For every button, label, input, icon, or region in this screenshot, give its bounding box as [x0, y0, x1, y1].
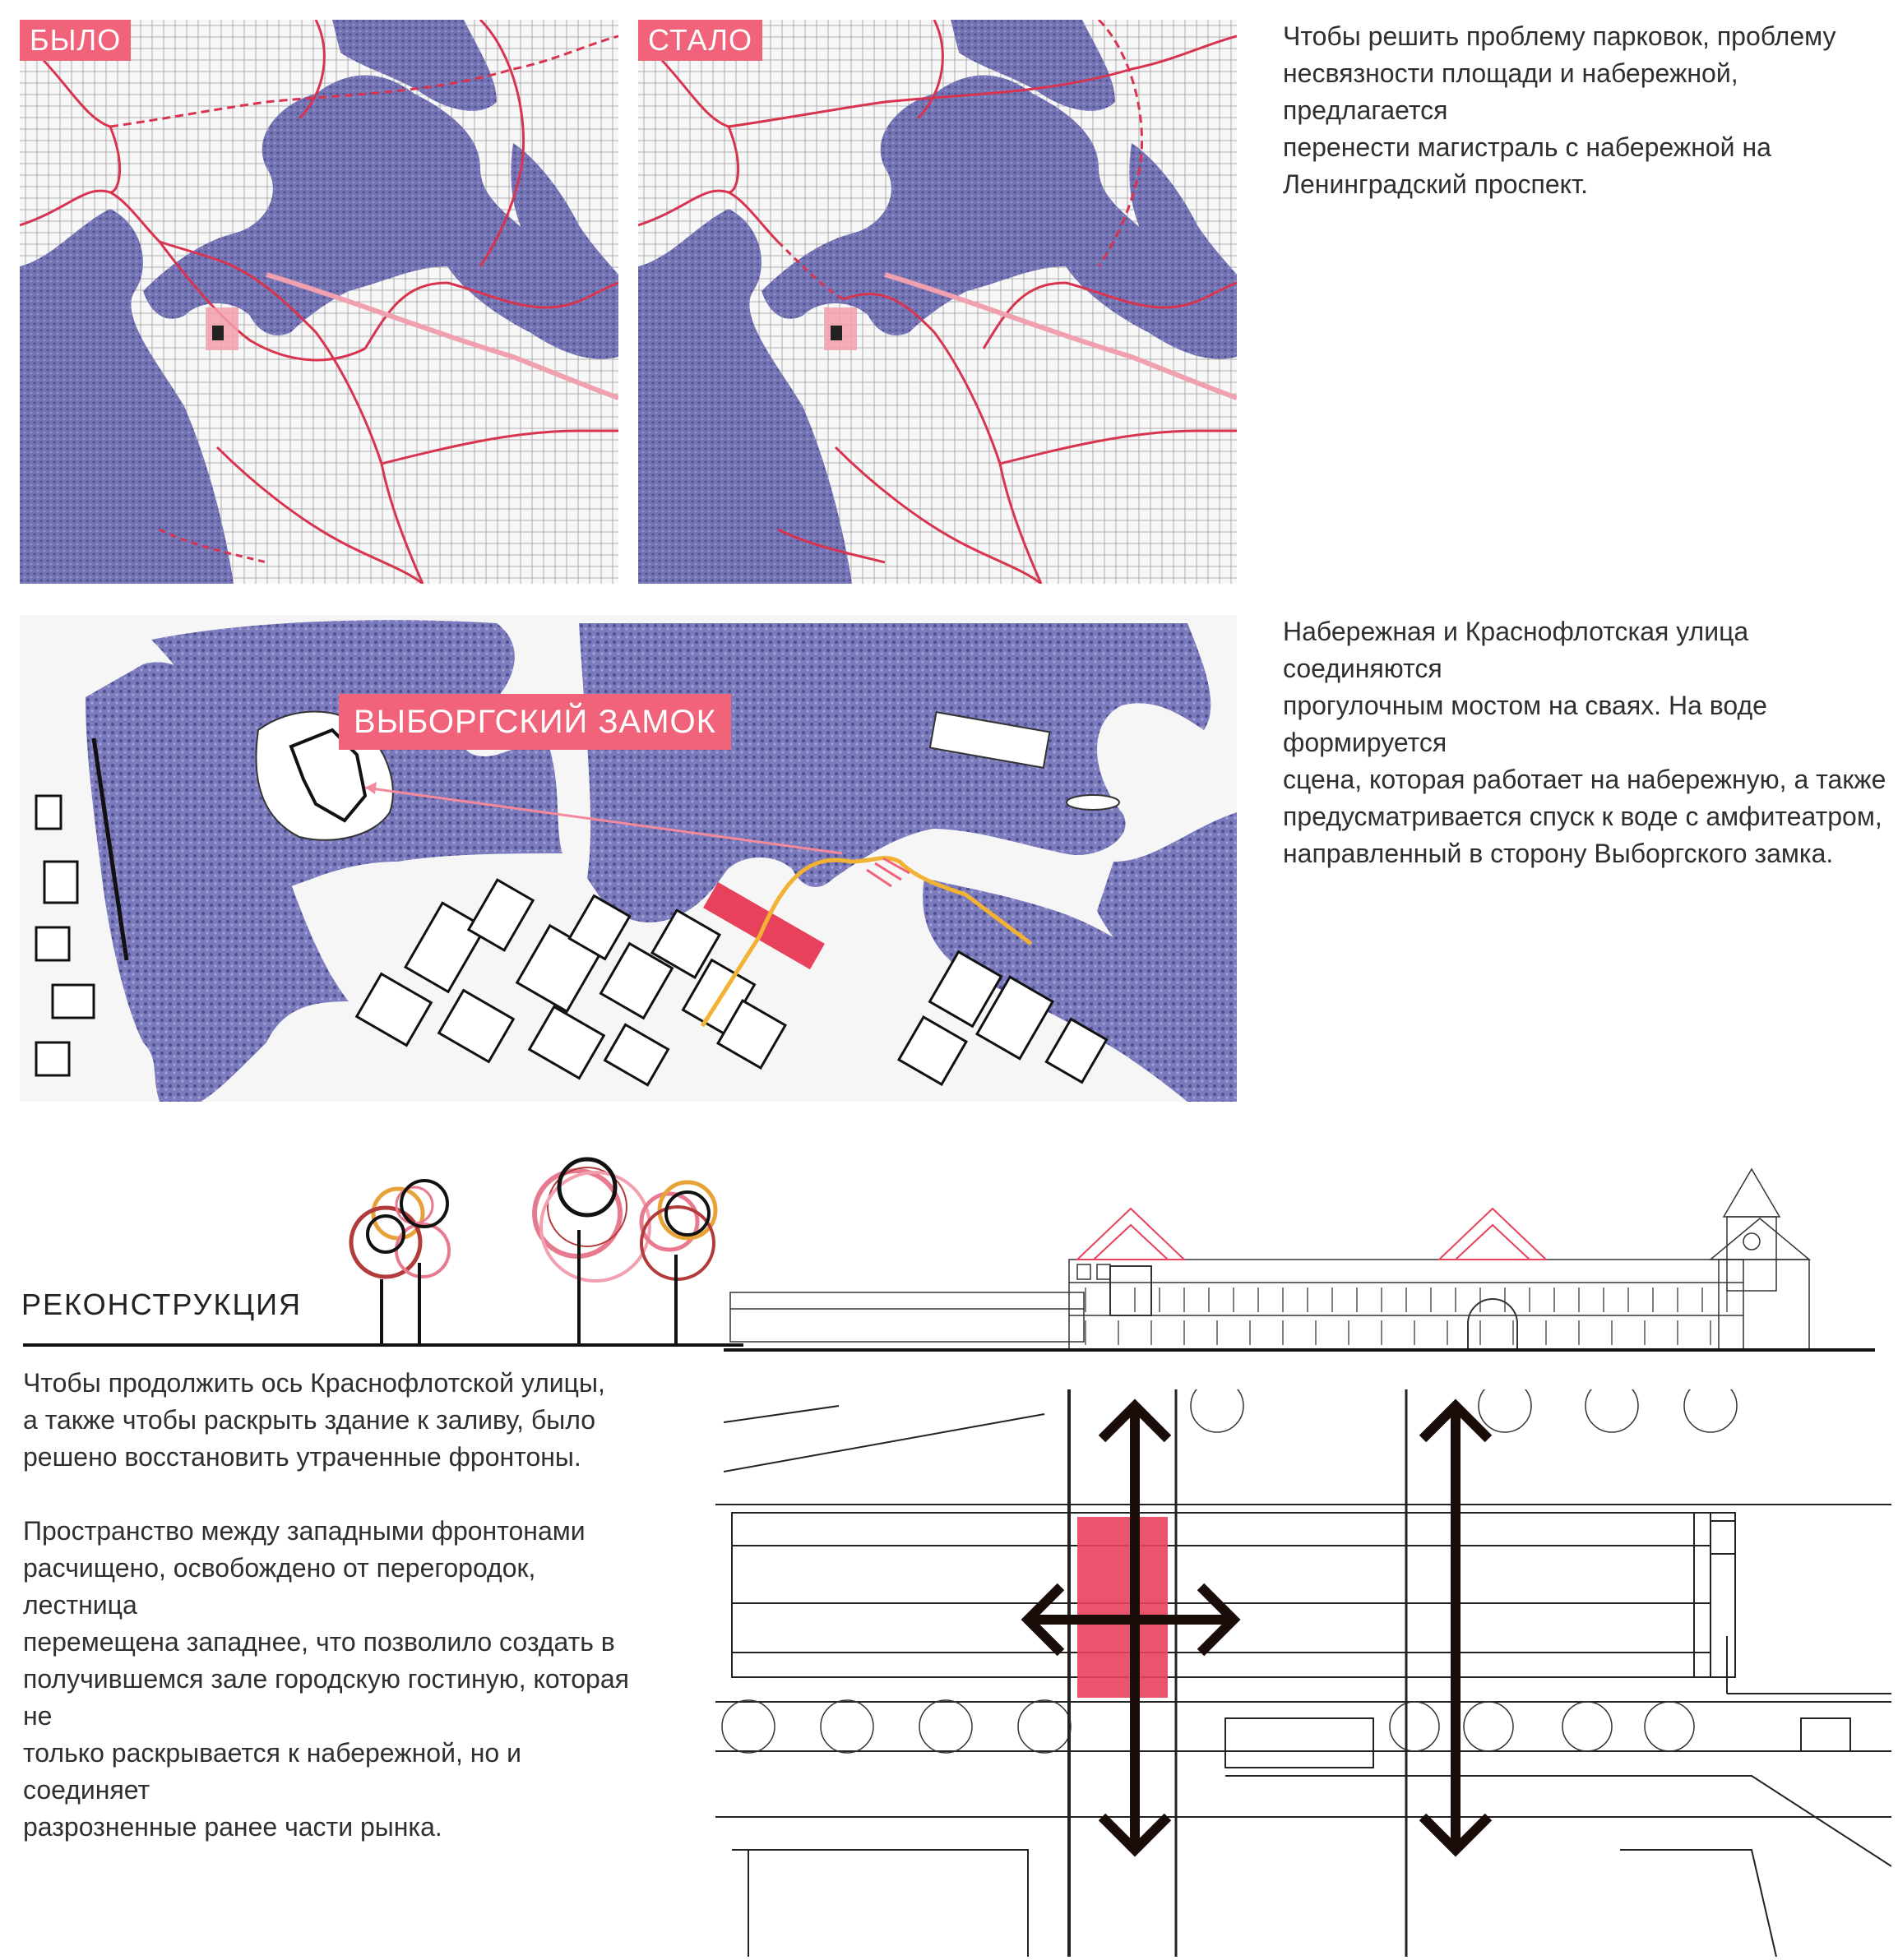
reconstruction-line: расчищено, освобождено от перегородок, лестница [23, 1553, 536, 1620]
description-1 [1283, 18, 1875, 203]
reconstruction-line: перемещена западнее, что позволило создать в [23, 1627, 615, 1657]
reconstruction-line: Пространство между западными фронтонами [23, 1516, 586, 1546]
after-label: СТАЛО [638, 20, 762, 61]
description-2-line: сцена, которая работает на набережную, а также [1283, 765, 1886, 794]
reconstruction-line: разрозненные ранее части рынка. [23, 1812, 442, 1842]
reconstruction-line: получившемся зале городскую гостиную, которая не [23, 1664, 629, 1731]
map-after [638, 20, 1237, 584]
reconstruction-line: Чтобы продолжить ось Краснофлотской улицы, [23, 1368, 605, 1398]
market-facade [724, 1167, 1875, 1381]
map-before-drawing [20, 20, 618, 584]
market-plan [715, 1389, 1891, 1957]
reconstruction-title: РЕКОНСТРУКЦИЯ [21, 1287, 302, 1321]
reconstruction-line: решено восстановить утраченные фронтоны. [23, 1442, 581, 1472]
description-1-line: Чтобы решить проблему парковок, проблему [1283, 21, 1836, 51]
description-2-line: прогулочным мостом на сваях. На воде формируется [1283, 691, 1767, 757]
description-2 [1283, 613, 1891, 872]
map-after-drawing [638, 20, 1237, 584]
description-2-line: Набережная и Краснофлотская улица соединяются [1283, 617, 1749, 683]
tree-3 [641, 1182, 715, 1345]
before-label: БЫЛО [20, 20, 131, 61]
reconstruction-line: только раскрывается к набережной, но и соединяет [23, 1738, 521, 1805]
reconstruction-text [23, 1365, 648, 1846]
tree-1 [351, 1181, 449, 1345]
reconstruction-line: а также чтобы раскрыть здание к заливу, было [23, 1405, 596, 1435]
description-1-line: несвязности площади и набережной, предлагается [1283, 58, 1738, 125]
description-1-line: Ленинградский проспект. [1283, 169, 1588, 199]
detail-map [20, 615, 1237, 1102]
description-1-line: перенести магистраль с набережной на [1283, 132, 1771, 162]
tree-2 [535, 1159, 650, 1345]
map-before [20, 20, 618, 584]
castle-label: ВЫБОРГСКИЙ ЗАМОК [339, 694, 731, 750]
detail-map-drawing [20, 615, 1237, 1102]
description-2-line: направленный в сторону Выборгского замка. [1283, 839, 1834, 868]
trees-illustration [20, 1148, 743, 1361]
description-2-line: предусматривается спуск к воде с амфитеатром, [1283, 802, 1882, 831]
